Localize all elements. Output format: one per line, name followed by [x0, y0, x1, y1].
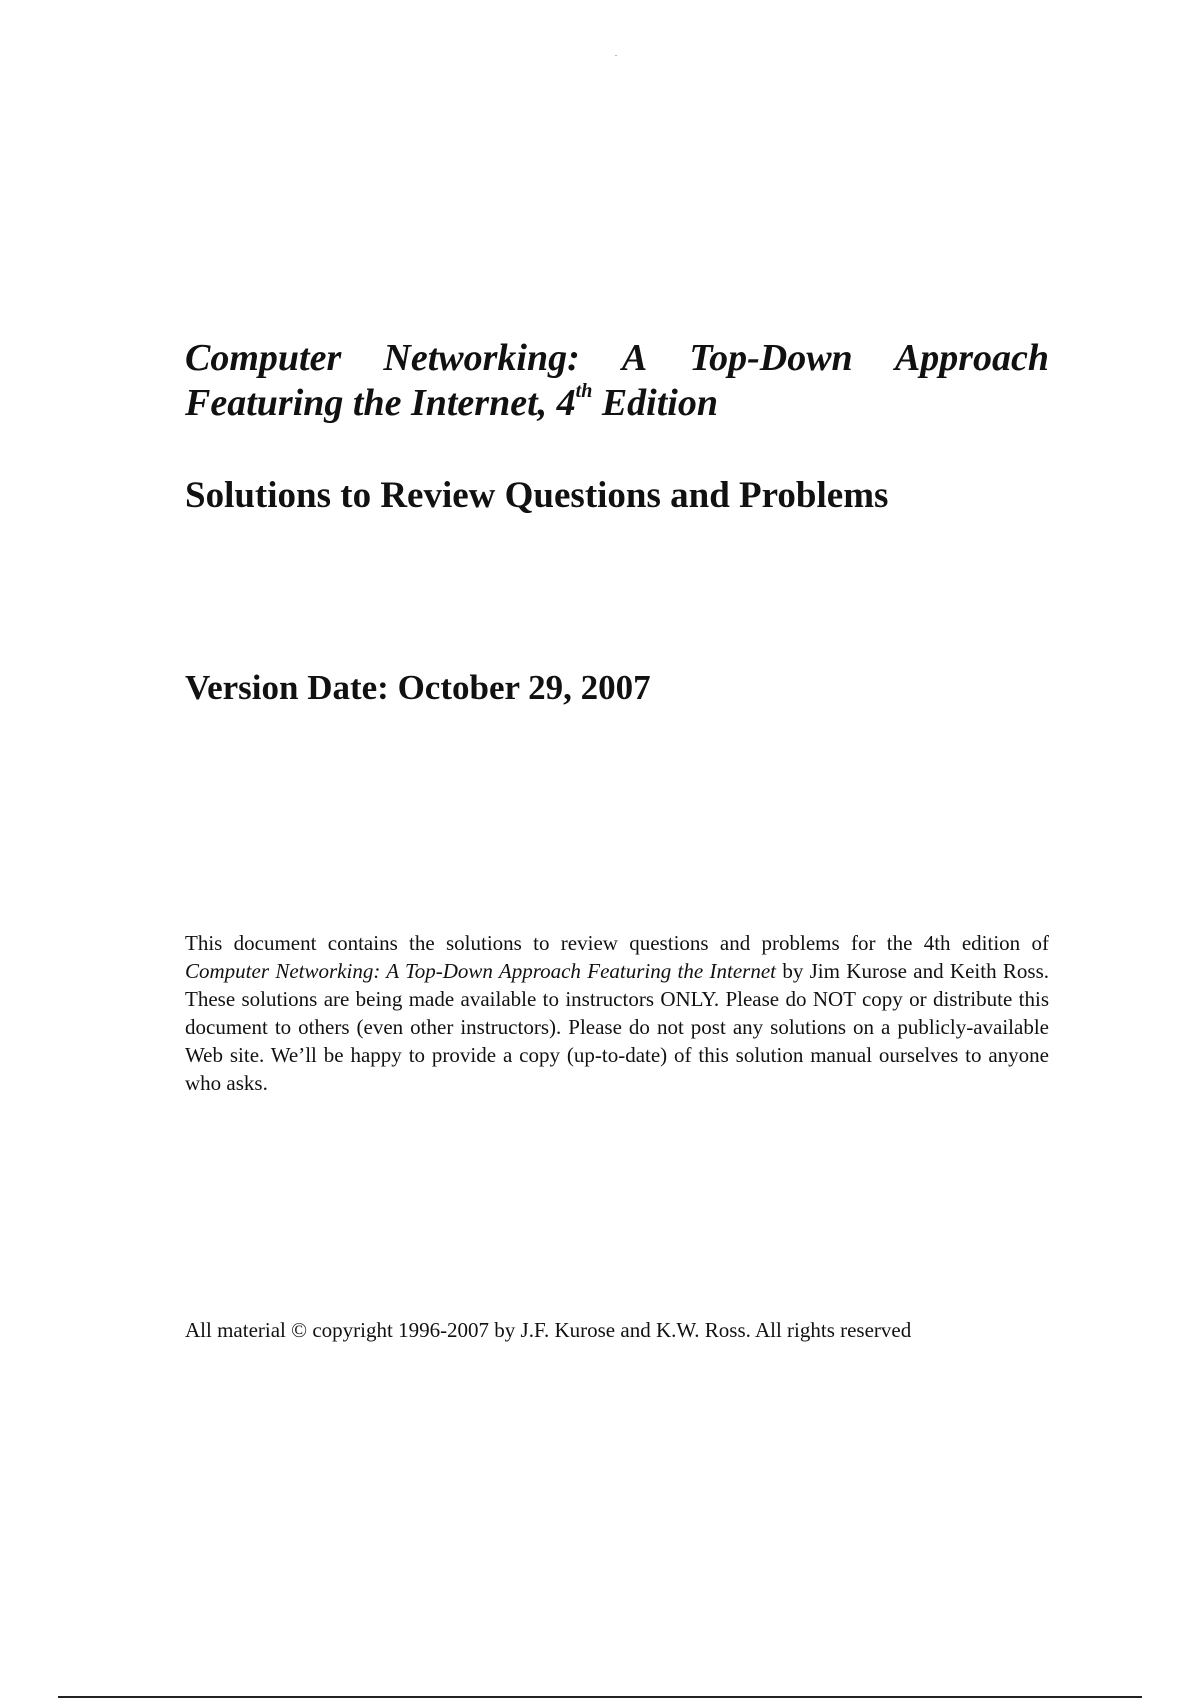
- title-edition-superscript: th: [575, 380, 593, 403]
- book-title-line-2: [185, 381, 1049, 426]
- version-date: Version Date: October 29, 2007: [185, 668, 651, 707]
- title-word: Top-Down: [689, 337, 853, 379]
- title-word: Computer: [185, 337, 342, 379]
- copyright-notice: All material © copyright 1996-2007 by J.F. Kurose and K.W. Ross. All rights reserved: [185, 1318, 912, 1342]
- document-subtitle: Solutions to Review Questions and Problems: [185, 475, 889, 516]
- title-word: Approach: [894, 337, 1049, 379]
- book-title-line-1: [185, 336, 1049, 381]
- footer-rule: [58, 1696, 1142, 1698]
- notice-book-title: Computer Networking: A Top-Down Approach Featuring the Internet: [185, 959, 776, 983]
- book-title: [185, 336, 1049, 426]
- usage-notice: [185, 929, 1049, 1097]
- title-word: A: [621, 337, 648, 379]
- title-edition-suffix: Edition: [592, 382, 718, 424]
- title-edition-prefix: Featuring the Internet, 4: [185, 382, 576, 424]
- notice-text-part-1: This document contains the solutions to review questions and problems for the 4th edition of: [185, 931, 1049, 955]
- notice-text-part-2: by Jim Kurose and Keith Ross. These solutions are being made available to instructors ONLY. Please do NOT copy or distribute this document to others (even other instructors). Please do not post any solutions on a publicly-available Web site. We’ll be happy to provide a copy (up-to-date) of this solution manual ourselves to anyone who asks.: [185, 959, 1049, 1095]
- title-word: Networking:: [383, 337, 580, 379]
- scan-speck: [615, 55, 617, 56]
